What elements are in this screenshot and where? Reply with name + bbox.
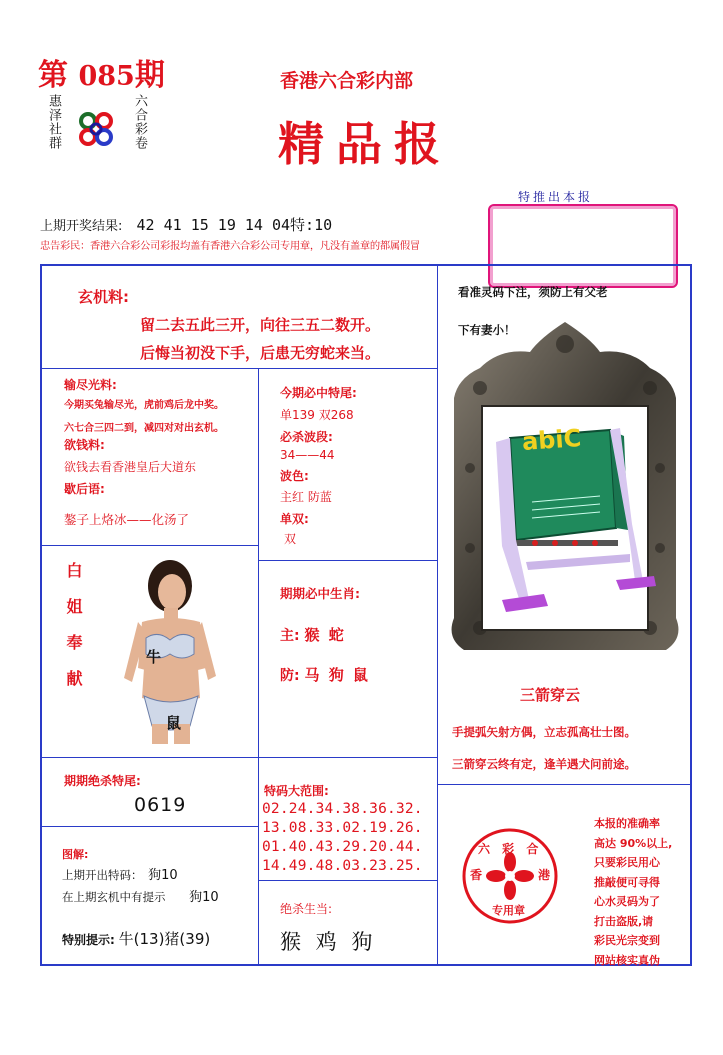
shengxiao-fang — [280, 664, 370, 685]
xuanji-line-2: 后悔当初没下手，后患无穷蛇来当。 — [140, 344, 381, 362]
temadafanwei-title: 特码大范围: — [264, 784, 329, 798]
shengxiao-main-value: 猴 蛇 — [304, 626, 346, 644]
poem-line-2: 三箭穿云终有定，逢羊遇犬问前途。 — [452, 757, 636, 771]
official-seal — [460, 826, 560, 926]
shengxiao-main-label: 主: — [280, 628, 300, 644]
fanwei-row: 14.49.48.03.23.25. — [262, 858, 423, 874]
bosha-value: 34——44 — [280, 448, 335, 462]
poem-line-1: 手提弧矢射方偶，立志孤高壮士图。 — [452, 725, 636, 739]
shengxiao-fang-label: 防: — [280, 668, 300, 684]
divider-v-low — [437, 784, 438, 964]
shuyin-title: 输尽光料: — [64, 378, 117, 392]
main-title: 精品报 — [278, 117, 452, 171]
notice-text: 忠告彩民：香港六合彩公司彩报均盖有香港六合彩公司专用章，凡没有盖章的都属假冒 — [40, 240, 420, 252]
issue-prefix: 第 — [38, 58, 68, 93]
tujie-line-1 — [62, 864, 178, 883]
divider-h-6 — [40, 826, 258, 827]
promo-line: 高达 90%以上, — [594, 836, 673, 850]
qianliao-line: 欲钱去看香港皇后大道东 — [64, 460, 197, 474]
xiehouyu-line: 鏊子上烙冰——化汤了 — [64, 512, 190, 527]
tujie-line-2-value: 狗10 — [189, 890, 219, 905]
jueshaweishu-value: 0619 — [134, 794, 187, 816]
baijie-label: 白姐奉献 — [64, 562, 83, 706]
shuyin-line-1: 今期买兔输尽光，虎前鸡后龙中奖。 — [64, 400, 224, 411]
xiehouyu-title: 歇后语: — [64, 482, 105, 496]
result-label: 上期开奖结果: — [40, 219, 123, 234]
juesha-value: 猴 鸡 狗 — [280, 930, 377, 954]
issue-suffix: 期 — [134, 58, 165, 93]
stamp-top-text: 特推出本报 — [518, 190, 594, 204]
tewei-value: 单139 双268 — [280, 408, 354, 422]
picture-caption: 三箭穿云 — [520, 686, 581, 704]
divider-h-2 — [40, 545, 258, 546]
seal-right: 港 — [538, 868, 551, 882]
bose-title: 波色: — [280, 469, 309, 483]
promo-line: 网站核实真伪 — [594, 953, 660, 967]
shengxiao-title: 期期必中生肖: — [280, 586, 360, 601]
fanwei-row: 02.24.34.38.36.32. — [262, 801, 423, 817]
jueshaweishu-title: 期期绝杀特尾: — [64, 774, 141, 788]
tujie-line-1-value: 狗10 — [148, 868, 178, 883]
promo-line: 只要彩民用心 — [594, 856, 660, 869]
shengxiao-fang-value: 马 狗 鼠 — [304, 666, 370, 684]
girl-tag-1: 牛 — [146, 648, 162, 666]
board-letters-text: abiC — [521, 423, 583, 457]
left-vertical-label: 惠泽社群 — [46, 94, 61, 150]
lottery-logo-icon — [76, 110, 116, 150]
divider-v-mid — [258, 368, 259, 964]
fanwei-row: 01.40.43.29.20.44. — [262, 839, 423, 855]
danshuang-title: 单双: — [280, 512, 309, 526]
divider-h-7 — [258, 880, 438, 881]
divider-h-4 — [40, 757, 438, 758]
shengxiao-main — [280, 624, 346, 645]
bose-value: 主红 防蓝 — [280, 490, 332, 504]
fanwei-row: 13.08.33.02.19.26. — [262, 820, 423, 836]
divider-h-3 — [258, 560, 438, 561]
promo-line: 彩民光宗变到 — [594, 934, 660, 947]
tujie-title: 图解: — [62, 848, 89, 861]
promo-line: 打击盗版,请 — [594, 914, 654, 928]
board-letters — [521, 424, 582, 456]
divider-h-5 — [437, 784, 690, 785]
promo-line: 心水灵码为了 — [594, 895, 660, 908]
seal-bottom: 专用章 — [492, 904, 525, 917]
right-top-line-1: 看准灵码下注，须防上有父老 — [458, 285, 608, 299]
issue-title — [38, 58, 165, 95]
seal-left: 香 — [470, 868, 483, 882]
seal-top: 六 彩 合 — [478, 842, 543, 856]
tewei-title: 今期必中特尾: — [280, 386, 357, 400]
girl-tag-2: 鼠 — [166, 714, 182, 732]
tebietishi-value: 牛(13)猪(39) — [118, 930, 211, 948]
bosha-title: 必杀波段: — [280, 430, 333, 444]
danshuang-value: 双 — [284, 532, 297, 546]
divider-v-main — [437, 264, 438, 784]
tebietishi-title: 特别提示: — [62, 933, 115, 947]
tujie-line-2 — [62, 886, 219, 905]
xuanji-label: 玄机料: — [78, 288, 129, 306]
qianliao-title: 欲钱料: — [64, 438, 105, 452]
tujie-line-2-label: 在上期玄机中有提示 — [62, 890, 166, 904]
issue-number: 085 — [78, 61, 135, 92]
tebietishi — [62, 928, 210, 949]
right-top-line-2: 下有妻小！ — [458, 323, 516, 337]
org-title: 香港六合彩内部 — [280, 70, 414, 92]
promo-line: 本报的准确率 — [594, 817, 660, 830]
juesha-title: 绝杀生当: — [280, 902, 333, 916]
tujie-line-1-label: 上期开出特码： — [62, 868, 143, 882]
framed-picture — [440, 318, 690, 658]
shuyin-line-2: 六七合三四二到，减四对对出玄机。 — [64, 423, 224, 434]
result-line — [40, 214, 332, 235]
promo-text — [594, 814, 672, 970]
right-vertical-label: 六合彩卷 — [132, 94, 147, 150]
temadafanwei-rows — [262, 800, 423, 876]
result-numbers: 42 41 15 19 14 04特:10 — [136, 216, 333, 234]
xuanji-line-1: 留二去五此三开，向往三五二数开。 — [140, 316, 381, 334]
promo-line: 推敲便可寻得 — [594, 875, 660, 889]
divider-h-1 — [40, 368, 438, 369]
